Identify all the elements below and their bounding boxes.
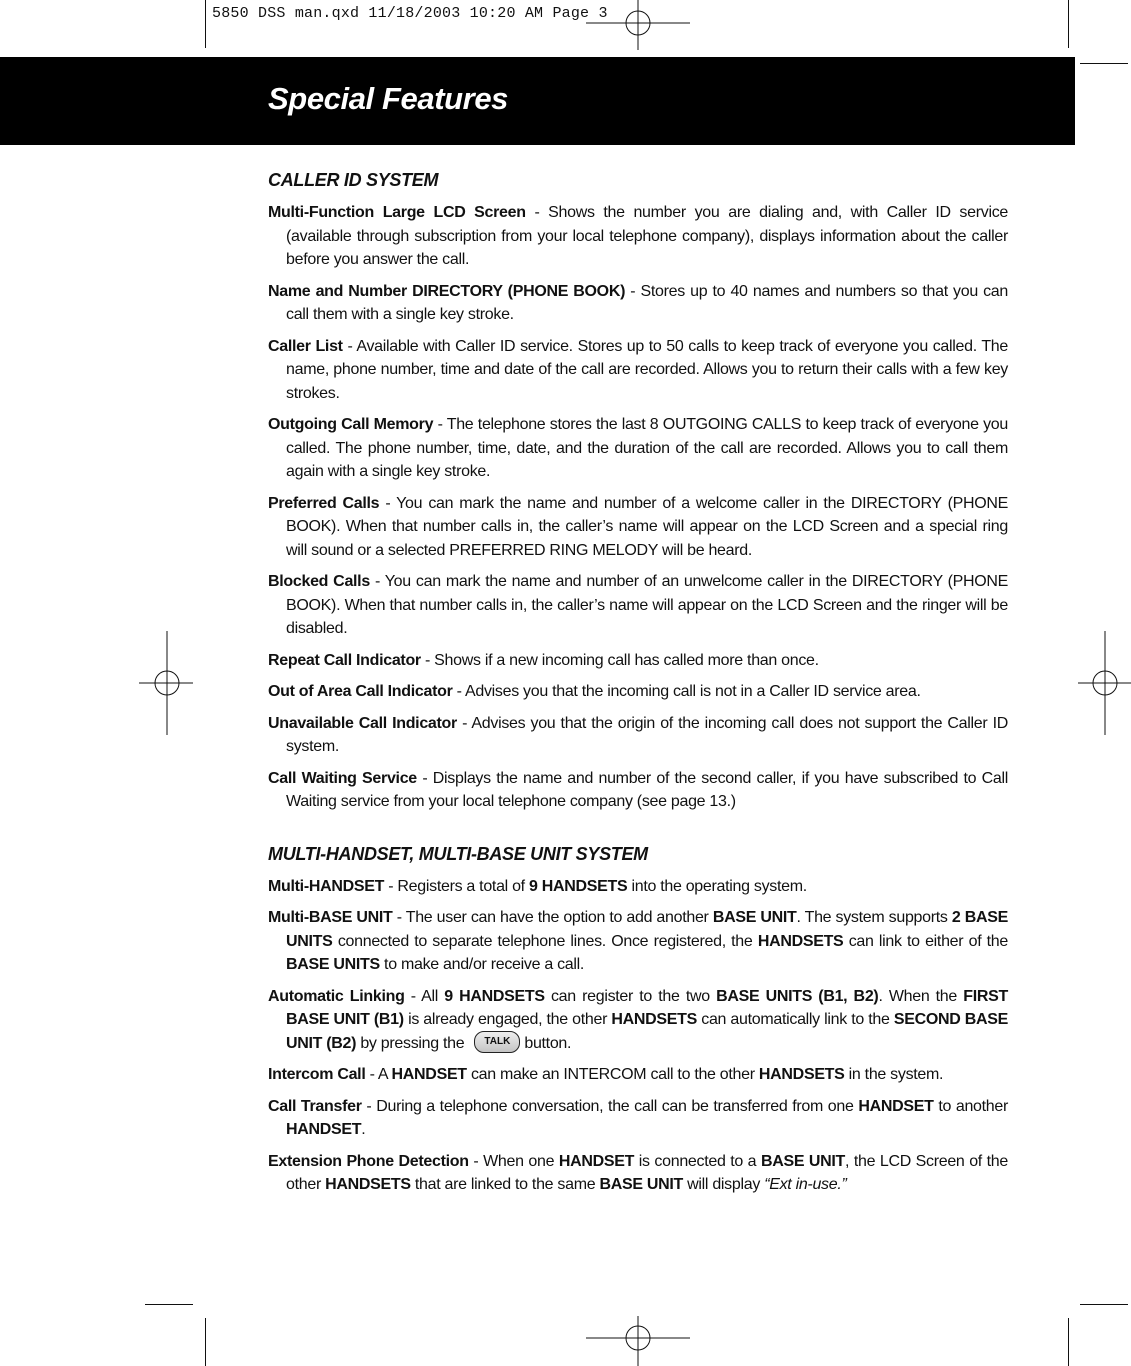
feature-description: , the LCD Screen of the other: [286, 1152, 1008, 1193]
feature-description: that are linked to the same: [410, 1176, 600, 1193]
feature-description: - Available with Caller ID service. Stores up to 50 calls to keep track of everyone you called. The name, phone number, time and date of the call are recorded. Allows you to return their calls with a few key strokes.: [286, 337, 1009, 402]
crop-mark-top-right-h: [1080, 63, 1128, 64]
feature-term: HANDSETS: [758, 1066, 845, 1083]
feature-entry: [268, 570, 1008, 641]
feature-entry: [268, 875, 1008, 899]
feature-term: Name and Number DIRECTORY (PHONE BOOK): [268, 282, 626, 300]
crop-mark-bottom-left-v: [205, 1318, 206, 1366]
feature-description: by pressing the: [356, 1034, 465, 1052]
feature-entry: [268, 280, 1008, 327]
feature-description: connected to separate telephone lines. Once registered, the: [332, 932, 758, 950]
feature-description: is connected to a: [634, 1152, 761, 1170]
feature-term: BASE UNIT: [599, 1176, 684, 1193]
crop-mark-top-right-v: [1068, 0, 1069, 48]
feature-description: . When the: [878, 987, 964, 1005]
feature-term: 9 HANDSETS: [444, 987, 545, 1005]
feature-description: - A: [365, 1066, 392, 1083]
feature-term: BASE UNIT: [760, 1152, 845, 1170]
section-body-multi-handset: [268, 875, 1008, 1197]
feature-description: “Ext in-use.”: [764, 1176, 847, 1193]
feature-term: HANDSETS: [325, 1176, 411, 1193]
feature-description: can link to either of the: [843, 932, 1008, 950]
print-slug: 5850 DSS man.qxd 11/18/2003 10:20 AM Page 3: [212, 5, 608, 22]
feature-description: - Displays the name and number of the second caller, if you have subscribed to Call Waiting service from your local telephone company (see page 13.): [286, 769, 1008, 810]
feature-description: to another: [933, 1097, 1009, 1115]
feature-term: Call Transfer: [268, 1097, 362, 1115]
feature-term: Extension Phone Detection: [268, 1152, 469, 1170]
feature-term: Unavailable Call Indicator: [268, 714, 457, 732]
feature-description: - You can mark the name and number of an unwelcome caller in the DIRECTORY (PHONE BOOK). When that number calls in, the caller’s name will appear on the LCD Screen and the ringer will be disabled.: [286, 573, 1009, 637]
feature-term: BASE UNITS: [286, 956, 380, 973]
feature-term: BASE UNITS (B1, B2): [716, 987, 879, 1005]
crop-mark-bottom-right-h: [1080, 1304, 1128, 1305]
feature-description: - All: [404, 987, 445, 1005]
feature-entry: [268, 492, 1008, 563]
feature-description: - You can mark the name and number of a welcome caller in the DIRECTORY (PHONE BOOK). When that number calls in, the caller’s name will appear on the LCD Screen and a special ring will sound or a selected PREFERRED RING MELODY will be heard.: [286, 494, 1008, 559]
feature-term: HANDSET: [558, 1152, 635, 1170]
feature-entry: [268, 1095, 1008, 1142]
feature-term: HANDSET: [286, 1121, 362, 1138]
feature-term: HANDSET: [858, 1097, 934, 1115]
feature-term: 2 BASE UNITS: [286, 909, 1008, 950]
feature-term: Multi-HANDSET: [268, 877, 385, 895]
feature-description: - Advises you that the origin of the incoming call does not support the Caller ID system.: [286, 714, 1008, 755]
feature-term: BASE UNIT: [712, 909, 797, 926]
feature-term: 9 HANDSETS: [528, 877, 628, 895]
feature-term: Preferred Calls: [268, 494, 380, 512]
talk-button-icon: TALK: [474, 1031, 520, 1053]
registration-mark-left: [139, 631, 193, 735]
feature-description: - Shows the number you are dialing and, with Caller ID service (available through subscription from your local telephone company), displays information about the caller before you answer the call.: [286, 204, 1009, 268]
page-title: Special Features: [268, 81, 508, 116]
feature-entry: [268, 1063, 1008, 1087]
feature-description: - Registers a total of: [384, 877, 529, 895]
feature-description: - Advises you that the incoming call is not in a Caller ID service area.: [452, 683, 921, 700]
feature-description: can make an INTERCOM call to the other: [466, 1066, 759, 1083]
feature-entry: [268, 767, 1008, 814]
feature-description: - The telephone stores the last 8 OUTGOING CALLS to keep track of everyone you called. The phone number, time, date, and the duration of the call are recorded. Allows you to call them again with a single key stroke.: [286, 416, 1008, 480]
feature-term: Multi-BASE UNIT: [268, 909, 393, 926]
feature-description: . The system supports: [796, 909, 952, 926]
feature-term: Multi-Function Large LCD Screen: [268, 204, 526, 221]
feature-description: .: [361, 1121, 366, 1138]
crop-mark-top-left-v: [205, 0, 206, 48]
feature-description: - Shows if a new incoming call has called more than once.: [420, 651, 819, 669]
feature-term: Call Waiting Service: [268, 769, 417, 787]
feature-entry: [268, 201, 1008, 272]
feature-description: - The user can have the option to add another: [392, 909, 713, 926]
feature-content: [268, 168, 1008, 1205]
feature-term: SECOND BASE UNIT (B2): [286, 1011, 1008, 1052]
registration-mark-bottom: [586, 1316, 690, 1366]
feature-term: HANDSET: [391, 1066, 467, 1083]
feature-term: Outgoing Call Memory: [268, 416, 434, 433]
feature-description: into the operating system.: [627, 877, 807, 895]
feature-description: - During a telephone conversation, the call can be transferred from one: [361, 1097, 859, 1115]
feature-entry: [268, 413, 1008, 484]
feature-description: in the system.: [844, 1066, 944, 1083]
feature-description: can automatically link to the: [696, 1011, 894, 1028]
header-banner: [0, 57, 1075, 145]
feature-entry: [268, 335, 1008, 406]
feature-term: HANDSETS: [757, 932, 844, 950]
feature-term: FIRST BASE UNIT (B1): [286, 987, 1008, 1028]
section-body-caller-id: [268, 201, 1008, 814]
crop-mark-bottom-left-h: [145, 1304, 193, 1305]
feature-entry: [268, 712, 1008, 759]
feature-description: - Stores up to 40 names and numbers so that you can call them with a single key stroke.: [286, 282, 1008, 323]
feature-term: Intercom Call: [268, 1066, 366, 1083]
feature-description: button.: [524, 1034, 572, 1052]
feature-term: Caller List: [268, 337, 343, 355]
feature-term: Repeat Call Indicator: [268, 651, 421, 669]
feature-term: Blocked Calls: [268, 573, 370, 590]
feature-description: is already engaged, the other: [403, 1011, 612, 1028]
feature-entry: [268, 649, 1008, 673]
feature-description: - When one: [468, 1152, 559, 1170]
feature-description: will display: [683, 1176, 765, 1193]
feature-term: Out of Area Call Indicator: [268, 683, 453, 700]
section-heading-multi-handset: MULTI-HANDSET, MULTI-BASE UNIT SYSTEM: [268, 843, 648, 864]
feature-term: Automatic Linking: [268, 987, 405, 1005]
feature-entry: [268, 680, 1008, 704]
feature-entry: [268, 985, 1008, 1056]
registration-mark-right: [1078, 631, 1131, 735]
feature-term: HANDSETS: [611, 1011, 697, 1028]
feature-description: can register to the two: [544, 987, 717, 1005]
registration-mark-top: [586, 0, 690, 50]
crop-mark-bottom-right-v: [1068, 1318, 1069, 1366]
section-heading-caller-id: CALLER ID SYSTEM: [268, 170, 439, 190]
feature-entry: [268, 1150, 1008, 1197]
feature-entry: [268, 906, 1008, 977]
feature-description: to make and/or receive a call.: [379, 956, 585, 973]
